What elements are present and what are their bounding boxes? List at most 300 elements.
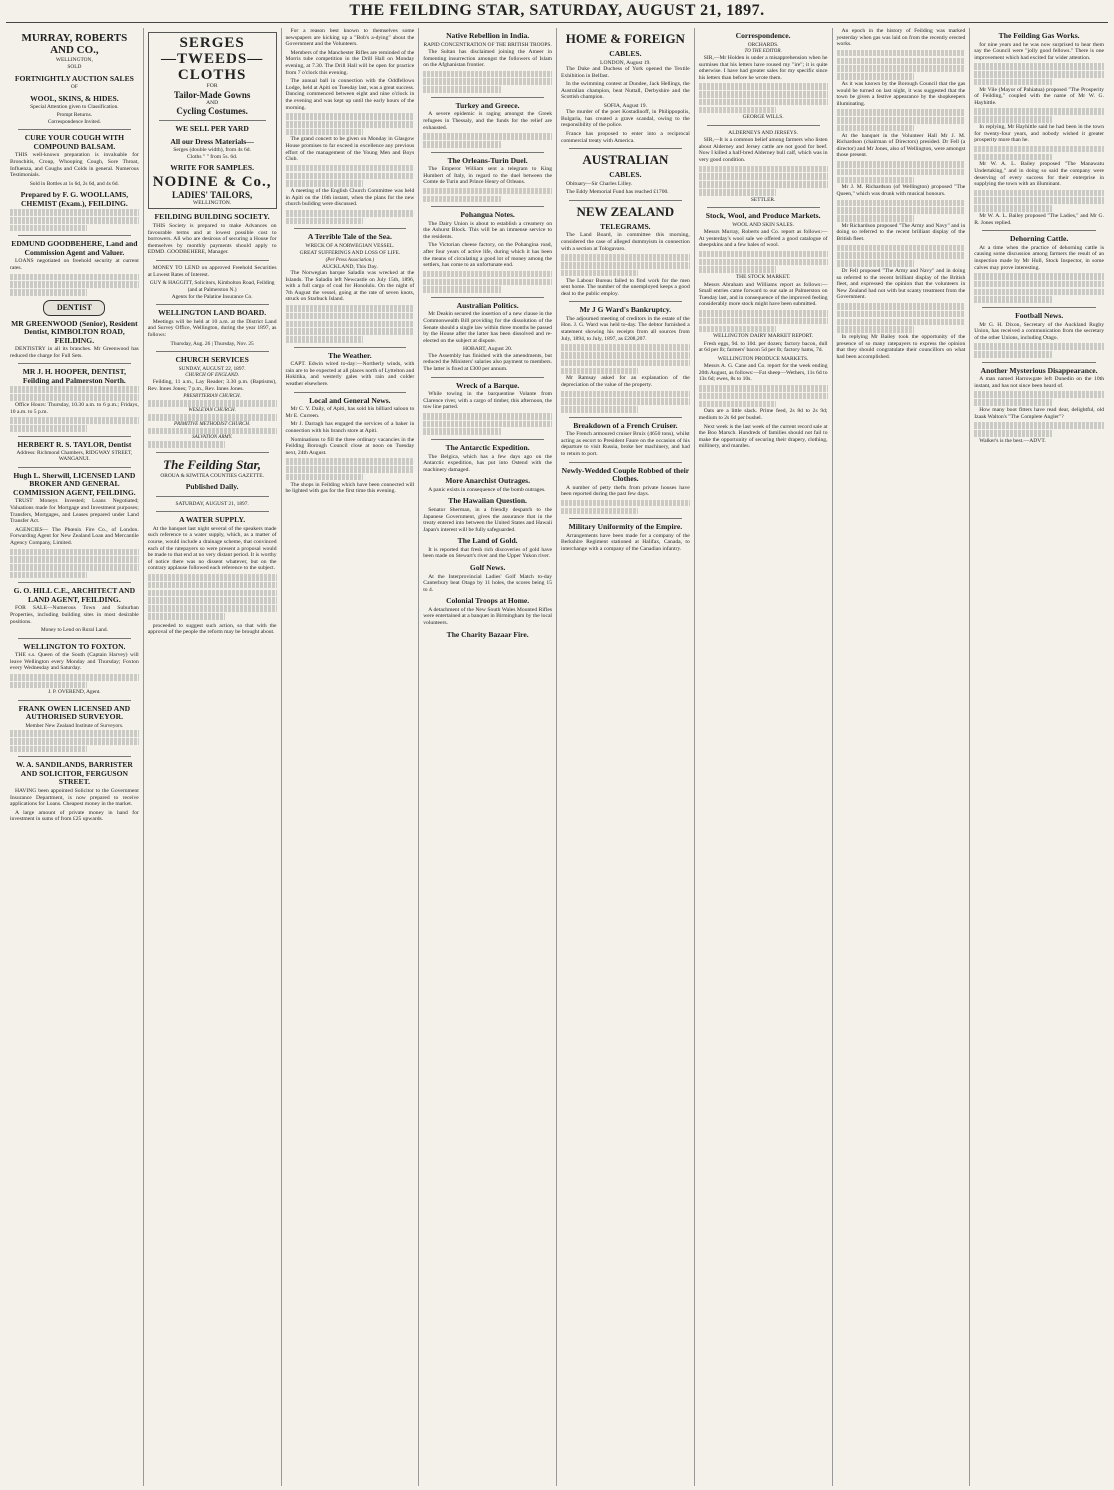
separator — [431, 152, 544, 153]
fill-text — [837, 319, 966, 326]
separator — [569, 518, 682, 519]
murray-line: OF — [70, 84, 78, 91]
fill-text — [699, 173, 828, 180]
separator — [431, 206, 544, 207]
fill-text — [837, 207, 966, 214]
fill-text — [423, 78, 552, 85]
fill-text — [10, 274, 139, 281]
column-5 — [557, 28, 695, 1486]
gas-body3: Mr J. M. Richardson (of Wellington) proposed "The Queen," which was drunk with musical honours. — [836, 184, 966, 197]
fill-text — [561, 352, 690, 359]
greenwood-body: DENTISTRY in all its branches. Mr Greenwood has reduced the charge for Full Sets. — [10, 346, 139, 359]
fill-text — [10, 394, 139, 401]
wesleyan-head: WESLEYAN CHURCH. — [188, 407, 236, 413]
separator — [156, 511, 269, 512]
separator — [156, 452, 269, 453]
column-8 — [970, 28, 1108, 1486]
wool-sub: WOOL AND SKIN SALES. — [732, 221, 795, 228]
dairy-body: Fresh eggs, 9d. to 10d. per dozen; factory bacon, dull at 6d per lb; farmers' bacon 5d per lb; factory hams, 7d. — [698, 340, 828, 354]
cloths-price: Cloths " " from 5s. 6d. — [186, 153, 238, 160]
church-date: SUNDAY, AUGUST 22, 1897. — [178, 365, 246, 372]
general-news-body: Mr C. Y. Daily, of Apiti, has sold his billiard saloon to Mr E. Curreen. — [285, 406, 415, 419]
for-line: FOR — [206, 83, 218, 89]
murray-roberts-head: MURRAY, ROBERTS AND CO., — [21, 32, 128, 56]
cough-prepared: Prepared by F. G. WOOLLAMS, CHEMIST (Exam.), FEILDING. — [20, 190, 129, 208]
separator — [18, 638, 131, 639]
ward-body2: Mr Ramsay asked for an explanation of the depreciation of the value of the property. — [561, 375, 690, 388]
fill-text — [10, 425, 87, 432]
fill-text — [561, 398, 690, 405]
sandilands-money: A large amount of private money in hand for investment in sums of from £25 upwards. — [10, 809, 139, 823]
tailor-line: Tailor-Made Gowns — [173, 89, 251, 100]
fill-text — [974, 71, 1104, 78]
anarchist-body: A panic exists in consequence of the bomb outrages. — [428, 486, 546, 493]
fill-text — [148, 582, 277, 589]
fill-text — [148, 574, 277, 581]
nz-body: The Land Board, in committee this morning, considered the case of alleged dummyism in connection with a section at Tologavaro. — [561, 232, 690, 252]
fill-text — [423, 271, 552, 278]
separator — [569, 200, 682, 201]
fill-text — [561, 270, 638, 277]
greenwood-head: MR GREENWOOD (Senior), Resident Dentist, KIMBOLTON ROAD, FEILDING. — [11, 318, 138, 345]
cables-head: CABLES. — [609, 49, 642, 58]
fill-text — [974, 391, 1104, 398]
orchards-sub: ORCHARDS. — [747, 41, 779, 48]
fill-text — [837, 161, 966, 168]
fill-text — [423, 133, 552, 140]
fill-text — [286, 218, 363, 225]
col3-body4: A meeting of the English Church Committee was held in Apiti on the 16th instant, when the plans for the new church building were discussed. — [285, 188, 415, 208]
fill-text — [699, 99, 828, 106]
fill-text — [837, 303, 966, 310]
football-body: Mr G. H. Dixon, Secretary of the Auckland Rugby Union, has received a communication from the secretary of the other Unions, including Otago. — [974, 321, 1104, 341]
colonial-body: A detachment of the New South Wales Mounted Rifles were entertained at a banquet in Birmingham by the local volunteers. — [423, 606, 552, 626]
turkey-body: A severe epidemic is raging amongst the Greek refugees in Thessaly, and the funds for the relief are exhausted. — [423, 111, 552, 131]
produce-sub: WELLINGTON PRODUCE MARKETS. — [717, 355, 809, 362]
ward-head: Mr J G Ward's Bankruptcy. — [579, 305, 672, 315]
dress-line: All our Dress Materials— — [170, 136, 254, 146]
golf-body: At the Interprovincial Ladies' Golf Match to-day Canterbury beat Otago by 11 holes, the scores being 15 to 4. — [423, 573, 552, 593]
sherwill-agencies: AGENCIES— The Phœnix Fire Co., of London. Forwarding Agent for New Zealand Loan and Mercantile Agency Company, Limited. — [10, 526, 139, 546]
fill-text — [974, 197, 1104, 204]
orleans-head: The Orleans-Turin Duel. — [447, 155, 528, 165]
gas-body4: Mr Richardson proposed "The Army and Navy" and in doing so referred to the recent brilliant display of the British fleet. — [836, 222, 966, 243]
fill-text — [10, 556, 139, 563]
fill-text — [423, 286, 500, 293]
separator — [982, 307, 1096, 308]
church-body: Feilding, 11 a.m., Lay Reader; 3.30 p.m. (Baptisms), Rev. Innes Jones; 7 p.m., Rev. Innes Jones. — [147, 378, 277, 392]
murray-line: WOOL, SKINS, & HIDES. — [30, 93, 119, 103]
fill-text — [423, 141, 500, 148]
fill-text — [10, 738, 139, 745]
fill-text — [837, 200, 966, 207]
cycling-line: Cycling Costumes. — [176, 106, 248, 117]
taylor-head: HERBERT R. S. TAYLOR, Dentist — [17, 439, 132, 449]
fill-text — [286, 336, 363, 343]
gas8-body5: Mr W. A. L. Bailey proposed "The Ladies," and Mr G. R. Jones replied. — [974, 213, 1104, 226]
hawaiian-body: Senator Sherman, in a friendly despatch to the Japanese Government, gives the assurance that in the treaty entered into between the United States and Hawaii Japan's interest will be fully safeguarded. — [423, 506, 552, 533]
breakdown-body: The French armoured cruiser Bruix (4650 tons), whilst acting as escort to President Faure on the occasion of his departure to visit Russia, broke her machinery, and had to return to port. — [561, 431, 690, 457]
sandilands-body: HAVING been appointed Solicitor to the Government Insurance Department, is now prepared to receive applications for Loans. Cheapest money in the market. — [10, 787, 139, 808]
another-body2: How many boot fitters have read dear, delightful, old Izaak Walton's "The Complete Angler"? — [974, 406, 1104, 420]
stock-market-sub: THE STOCK MARKET. — [735, 274, 791, 281]
fill-text — [10, 564, 139, 571]
fill-text — [561, 368, 638, 375]
land-board-body: Meetings will be held at 10 a.m. at the District Land and Survey Office, Wellington, during the year 1897, as follows: — [147, 318, 277, 339]
shipwreck-dateline: AUCKLAND, This Day. — [321, 263, 378, 270]
fill-text — [974, 281, 1104, 288]
shipwreck-sub: WRECK OF A NORWEGIAN VESSEL. — [305, 242, 395, 249]
fill-text — [699, 326, 776, 333]
taylor-address: Address: Richmond Chambers, RIDGWAY STREET, WANGANUI. — [16, 450, 133, 463]
col3-body2: The annual ball in connection with the Oddfellows Lodge, held at Apiti on Tuesday last, was a great success. Dancing commenced between eight and nine o'clock in the evening and was kept up until the early hours of the morning. — [285, 78, 415, 111]
telegrams-head: TELEGRAMS. — [600, 221, 651, 231]
palatine-line: Agents for the Palatine Insurance Co. — [171, 293, 253, 300]
sherwill-head: Hugh L. Sherwill, LICENSED LAND BROKER AND GENERAL COMMISSION AGENT, FEILDING. — [13, 470, 136, 497]
pohangua-head: Pohangua Notes. — [460, 210, 515, 220]
native-sub: RAPID CONCENTRATION OF THE BRITISH TROOPS. — [423, 41, 552, 48]
nz-head: NEW ZEALAND — [576, 203, 675, 219]
separator — [982, 230, 1096, 231]
foxton-head: WELLINGTON TO FOXTON. — [23, 641, 126, 651]
general-news-body3: Nominations to fill the three ordinary vacancies in the Feilding Borough Council close at noon on Tuesday next, 24th August. — [285, 436, 415, 456]
fill-text — [837, 326, 914, 333]
fill-text — [148, 613, 225, 620]
fill-text — [974, 343, 1104, 350]
dairy-sub: WELLINGTON DAIRY MARKET REPORT. — [713, 333, 814, 340]
sydney-body: The Eddy Memorial Fund has reached £1700. — [566, 189, 669, 196]
primitive-head: PRIMITIVE METHODIST CHURCH. — [174, 421, 251, 427]
pohangua-body: The Dairy Union is about to establish a creamery on the Ashurst Block. This will be an immense service to the residents. — [423, 220, 552, 240]
sell-line: WE SELL PER YARD — [175, 124, 249, 134]
fill-text — [423, 428, 500, 435]
orleans-body: The Emperor William sent a telegram to King Humbert of Italy, in regard to the duel between the Comte de Turin and Prince Henry of Orleans. — [423, 166, 552, 186]
fill-text — [837, 215, 914, 222]
fill-text — [423, 71, 552, 78]
land-gold-head: The Land of Gold. — [457, 536, 518, 546]
fill-text — [561, 360, 690, 367]
corr-head: Correspondence. — [735, 31, 791, 40]
gas8-body4: Mr W. A. L. Bailey proposed "The Manawatu Undertaking," and in doing so said the company were deserving of every success for their enterprise in supplying the town with an illuminant. — [974, 161, 1104, 188]
fill-text — [286, 313, 415, 320]
wreck-barque-body: While towing in the barquentine Volante from Clarence river, with a cargo of timber, this afternoon, the tow line parted. — [423, 391, 552, 411]
goodbehere-head: EDMUND GOODBEHERE, Land and Commission Agent and Valuer. — [11, 239, 138, 257]
produce-body3: Next week is the last week of the current record sale at the Boo Marsch. Hundreds of families should not fail to make the opportunity of securing their drapery, clothing, millinery, and mantles. — [698, 423, 828, 450]
separator — [982, 362, 1096, 363]
sofia-body: The murder of the poet Kostadinoff, in Philippopolis, Bulgaria, has created a grave scandal, owing to the responsibility of the police. — [561, 109, 690, 129]
gas8-body2: Mr Vile (Mayor of Pahiatua) proposed "The Prosperity of Feilding," coupled with the name of Mr W. G. Hayhittle. — [974, 86, 1104, 106]
columns — [6, 28, 1108, 1486]
fill-text — [974, 430, 1052, 437]
owen-body: Member New Zealand Institute of Surveyors. — [25, 722, 124, 729]
hawaiian-head: The Hawaiian Question. — [448, 496, 527, 506]
breakdown-head: Breakdown of a French Cruiser. — [573, 420, 678, 430]
fill-text — [10, 682, 87, 689]
another-head: Another Mysterious Disappearance. — [980, 365, 1098, 375]
fill-text — [699, 385, 828, 392]
produce-body2: Oats are a little slack. Prime feed, 2s 8d to 2s 9d; medium to 2s 6d per bushel. — [698, 408, 828, 421]
ladies-line: LADIES' TAILORS, — [172, 189, 253, 200]
issue-date: SATURDAY, AUGUST 21, 1897. — [175, 500, 249, 507]
separator — [707, 125, 820, 126]
fill-text — [10, 572, 87, 579]
home-body: The Duke and Duchess of York opened the Textile Exhibition in Belfast. — [561, 65, 690, 79]
fill-text — [286, 121, 415, 128]
fill-text — [699, 166, 828, 173]
murray-special: Special Attention given to Classification. — [30, 104, 119, 111]
fill-text — [148, 597, 277, 604]
stock-head: Stock, Wool, and Produce Markets. — [705, 211, 821, 221]
fill-text — [10, 549, 139, 556]
gasworks-head: The Feilding Gas Works. — [998, 31, 1080, 40]
fill-text — [974, 351, 1052, 358]
antarctic-body: The Belgica, which has a few days ago on the Antarctic expedition, has put into Ostend with the machinery damaged. — [423, 453, 552, 473]
fill-text — [286, 474, 363, 481]
gas8-body: for nine years and he was now surprised to hear them say the Council were "jolly good fellows." There is one improvement which had excited far wider attention. — [974, 41, 1104, 61]
fill-text — [837, 65, 966, 72]
fill-text — [10, 746, 87, 753]
column-7 — [833, 28, 971, 1486]
separator — [294, 347, 407, 348]
native-head: Native Rebellion in India. — [446, 31, 530, 40]
australian-body: Mr Deakin secured the insertion of a new clause in the Commonwealth Bill providing for the dissolution of the Senate should a single law within three months be passed by the House after the latter has been dissolved and re-elected on the subject at dispute. — [423, 311, 552, 344]
separator — [159, 120, 266, 121]
fill-text — [837, 125, 914, 132]
golf-head: Golf News. — [469, 563, 506, 572]
home-body2: In the swimming contest at Dundee, Jack Hellings, the Australian champion, beat Nuttall, Derbyshire and the Scottish champion. — [561, 81, 690, 101]
cloths-title: CLOTHS — [177, 67, 247, 83]
fill-text — [10, 281, 139, 288]
col3-body: Members of the Manchester Rifles are reminded of the Morris tube competition in the Drill Hall on Monday evening, at 7.30. The Drill Hall will be open for practice from 7 o'clock this evening. — [285, 49, 415, 76]
military-body: Arrangements have been made for a company of the Berkshire Regiment stationed at Halifax, Canada, to interchange with a company of the Canadian infantry. — [561, 532, 690, 552]
hill-money: Money to Lend on Rural Land. — [40, 627, 108, 634]
sandilands-head: W. A. SANDILANDS, BARRISTER AND SOLICITOR, FERGUSON STREET. — [15, 760, 133, 787]
haggitt-line: GUY & HAGGITT, Solicitors, Kimbolton Road, Feilding (and at Palmerston N.) — [149, 280, 275, 293]
fill-text — [561, 508, 638, 515]
fill-text — [10, 386, 139, 393]
fill-text — [148, 414, 277, 421]
native-body: The Sultan has disclaimed joining the Ameer in fomenting insurrection amongst the followers of Islam on the Afghanistan frontier. — [423, 48, 552, 69]
hooper-head: MR J. H. HOOPER, DENTIST, Feilding and Palmerston North. — [22, 367, 126, 385]
fill-text — [423, 188, 552, 195]
fill-text — [286, 328, 415, 335]
produce-body: Messrs A. G. Cane and Co. report for the week ending 20th August, as follows:—Fat sheep—Wethers, 11s 6d to 13s 6d; ewes, 8s to 10s. — [698, 363, 828, 383]
gas-body6: In replying Mr Bailey took the opportunity of the presence of so many ratepayers to express the opinion that they should congratulate their councillors on what had been accomplished. — [836, 334, 966, 360]
another-body: A man named Harrowgate left Dunedin on the 10th instant, and has not since been heard of. — [974, 376, 1104, 389]
london-dateline: LONDON, August 19. — [600, 59, 651, 66]
fill-text — [837, 117, 966, 124]
fill-text — [10, 225, 87, 232]
fill-text — [561, 391, 690, 398]
fill-text — [10, 417, 139, 424]
fill-text — [699, 259, 828, 266]
separator — [431, 97, 544, 98]
separator — [569, 148, 682, 149]
wool-body: Messrs Murray, Roberts and Co. report as follows:—At yesterday's wool sale we offered a good catalogue of sheepskins and a few bales of wool. — [698, 229, 828, 249]
fill-text — [10, 674, 139, 681]
hill-head: G. O. HILL C.E., ARCHITECT AND LAND AGENT, FEILDING. — [13, 586, 136, 604]
general-news-body2: Mr J. Darragh has engaged the services of a baker in connection with his branch store at Apiti. — [285, 421, 415, 434]
fill-text — [974, 289, 1104, 296]
separator — [18, 129, 131, 130]
salvation-head: SALVATION ARMY. — [192, 435, 233, 441]
shipwreck-sub2: GREAT SUFFERINGS AND LOSS OF LIFE. — [299, 250, 401, 257]
fill-text — [837, 169, 966, 176]
murray-prompt: Prompt Returns. — [56, 111, 93, 118]
fill-text — [286, 210, 415, 217]
fill-text — [974, 154, 1052, 161]
fill-text — [286, 466, 415, 473]
wellington-line: WELLINGTON. — [192, 199, 232, 206]
dentist-badge-icon: DENTIST — [43, 300, 105, 316]
fill-text — [286, 129, 363, 136]
fill-text — [974, 422, 1104, 429]
society-body: THIS Society is prepared to make Advances on favourable terms and at lowest possible cost to borrowers. All who are desirous of securing a House for themselves by monthly payments should apply to EDMD. GOODBEHERE, Manager. — [147, 222, 277, 256]
hill-body: FOR SALE—Numerous Town and Suburban Properties, including building sites in most desirable positions. — [10, 605, 139, 625]
shipwreck-head: A Terrible Tale of the Sea. — [307, 232, 392, 242]
fill-text — [561, 406, 638, 413]
star-sub: OROUA & KIWITEA COUNTIES GAZETTE. — [160, 473, 264, 480]
separator — [156, 260, 269, 261]
fill-text — [699, 310, 828, 317]
fill-text — [699, 318, 828, 325]
fill-text — [699, 266, 776, 273]
fill-text — [423, 86, 500, 93]
lend-body: MONEY TO LEND on approved Freehold Securities at Lowest Rates of Interest. — [147, 264, 277, 278]
fill-text — [974, 108, 1104, 115]
fill-text — [699, 91, 828, 98]
separator — [18, 700, 131, 701]
corr-signed: GEORGE WILLS. — [742, 114, 784, 121]
australian-head: Australian Politics. — [456, 300, 519, 310]
masthead: THE FEILDING STAR, SATURDAY, AUGUST 21, 1897. — [349, 2, 765, 19]
separator — [707, 207, 820, 208]
sherwill-body: TRUST Moneys Invested; Loans Negotiated; Valuations made for Mortgage and Investment purposes; Transfers, Mortgages, and Leases prepared under Land Transfer Act. — [10, 498, 139, 525]
fill-text — [561, 262, 690, 269]
fill-text — [837, 177, 914, 184]
fill-text — [837, 58, 966, 65]
goodbehere-body: LOANS negotiated on freehold security at current rates. — [10, 258, 139, 271]
hooper-hours: Office Hours: Thursday, 10.30 a.m. to 6 p.m.; Fridays, 10 a.m. to 5 p.m. — [10, 401, 139, 415]
separator — [431, 439, 544, 440]
murray-correspondence: Correspondence Invited. — [47, 119, 101, 126]
separator — [294, 392, 407, 393]
fill-text — [837, 73, 914, 80]
advt-line: Walker's is the best.—ADVT. — [979, 437, 1046, 444]
water-tail: proceeded to suggest such action, so that with the approval of the people the reform may be brought about. — [147, 622, 277, 636]
fill-text — [423, 421, 552, 428]
general-news-head: Local and General News. — [309, 395, 391, 405]
fill-text — [974, 296, 1052, 303]
column-4 — [419, 28, 557, 1486]
home-foreign-head: HOME & FOREIGN — [565, 31, 685, 46]
separator — [431, 377, 544, 378]
land-board-head: WELLINGTON LAND BOARD. — [158, 308, 267, 318]
general-news-body4: The shops in Feilding which have been connected will be lighted with gas for the first time this evening. — [285, 481, 415, 495]
dehorning-body: At a time when the practice of dehorning cattle is causing some discussion among farmers the result of an inspection made by Mr Hull, Stock Inspector, in some calves may prove interesting. — [974, 244, 1104, 271]
fill-text — [148, 428, 277, 435]
owen-head: FRANK OWEN LICENSED AND AUTHORISED SURVEYOR. — [18, 703, 131, 722]
fill-text — [699, 83, 828, 90]
nz-body2: The Labour Bureau failed to find work for the men sent home. The number of the unemployed keeps a good deal to the public employ. — [561, 277, 690, 297]
fill-text — [286, 458, 415, 465]
fill-text — [837, 311, 966, 318]
fill-text — [423, 196, 500, 203]
fill-text — [561, 344, 690, 351]
wreck-barque-head: Wreck of a Barque. — [455, 380, 520, 390]
corr-body: SIR,—Mr Holden is under a misapprehension when he surmises that his letters have roused my "ire"; it is quite otherwise. I have had greater sales for my specific since his letters than before he wrote them. — [698, 54, 828, 81]
separator — [18, 467, 131, 468]
separator — [431, 297, 544, 298]
fill-text — [837, 252, 966, 259]
separator — [18, 436, 131, 437]
murray-sub: WELLINGTON, — [55, 57, 93, 63]
nodine-title: NODINE & Co., — [152, 173, 272, 190]
samples-line: WRITE FOR SAMPLES. — [170, 163, 254, 173]
fill-text — [974, 146, 1104, 153]
fill-text — [148, 605, 277, 612]
fill-text — [286, 321, 415, 328]
shipwreck-body: The Norwegian barque Saladin was wrecked at the Islands. The Saladin left Newcastle on July 15th, 1896, with a full cargo of coal for Honolulu. On the night of 7th August the vessel, going at the rate of seven knots, struck on Starbuck Island. — [285, 270, 415, 303]
column-6 — [695, 28, 833, 1486]
press-line: (Per Press Association.) — [325, 257, 375, 263]
serges-title: SERGES — [179, 35, 245, 51]
col3-body3: The grand concert to be given on Monday in Glasgow House promises to far exceed in excellence any previous effort of the management of the Young Men and Boys Club. — [285, 136, 415, 163]
fill-text — [286, 173, 415, 180]
separator — [156, 351, 269, 352]
serges-price: Serges (double width), from 4s 6d. — [173, 147, 251, 154]
fill-text — [148, 400, 277, 407]
weather-head: The Weather. — [328, 350, 372, 360]
church-head: CHURCH SERVICES — [175, 355, 249, 365]
published-line: Published Daily. — [185, 482, 239, 492]
foxton-body: THE s.s. Queen of the South (Captain Harvey) will leave Wellington every Monday and Thursday; Foxton every Wednesday and Saturday. — [10, 652, 139, 672]
fill-text — [837, 260, 914, 267]
gas8-body3: In replying, Mr Hayhittle said he had been in the town for twenty-four years, and nobody wished it greater prosperity more than he. — [974, 123, 1104, 144]
fill-text — [561, 254, 690, 261]
colonial-head: Colonial Troops at Home. — [446, 596, 530, 606]
alderneys-body: SIR,—It is a common belief among farmers who listen about Alderney and Jersey cattle are not good for beef. Now I killed a half-bred Alderney bull calf, which was in very good condition. — [698, 137, 828, 163]
fill-text — [974, 273, 1104, 280]
fill-text — [699, 251, 828, 258]
water-head: A WATER SUPPLY. — [179, 515, 246, 525]
brisbane-body: Obituary—Sir Charles Lilley. — [566, 180, 633, 187]
hobart-body: The Assembly has finished with the amendments, but reduced the Ministers' salaries also payment to members. The latter is fixed at £300 per annum. — [423, 352, 552, 373]
cough-body: THIS well-known preparation is invaluable for Bronchitis, Croup, Whooping Cough, Sore Throat, Influenza, and Coughs and Colds in general. Numerous Testimonials. — [10, 152, 139, 179]
column-2 — [144, 28, 282, 1486]
corr-to: TO THE EDITOR. — [744, 48, 782, 54]
column-1 — [6, 28, 144, 1486]
separator — [294, 228, 407, 229]
fill-text — [974, 190, 1104, 197]
fill-text — [286, 180, 363, 187]
sofia-dateline: SOFIA, August 19. — [603, 102, 647, 109]
separator — [18, 582, 131, 583]
murray-line: SOLD — [67, 64, 82, 71]
gas-body2: At the banquet in the Volunteer Hall Mr J. M. Richardson (chairman of Directors) presided. Dr Fell (a director) and Mr Jones, also of Wellington, were amongst those present. — [836, 132, 966, 159]
ward-body: The adjourned meeting of creditors in the estate of the Hon. J. G. Ward was held to-day. The debtor furnished a statement showing his receipts from all sources from July, 1894, to July, 1897, as £208,207. — [561, 315, 690, 342]
couple-head: Newly-Wedded Couple Robbed of their Clothes. — [561, 465, 690, 484]
separator — [18, 235, 131, 236]
cough-sold: Sold in Bottles at 1s 6d, 2s 6d, and 4s 6d. — [29, 180, 119, 187]
dehorning-head: Dehorning Cattle. — [1010, 234, 1069, 244]
fill-text — [974, 205, 1052, 212]
presbyterian-head: PRESBYTERIAN CHURCH. — [183, 394, 241, 400]
alderneys-sub: ALDERNEYS AND JERSEYS. — [728, 129, 798, 136]
separator — [569, 301, 682, 302]
fill-text — [10, 289, 87, 296]
fill-text — [974, 116, 1052, 123]
